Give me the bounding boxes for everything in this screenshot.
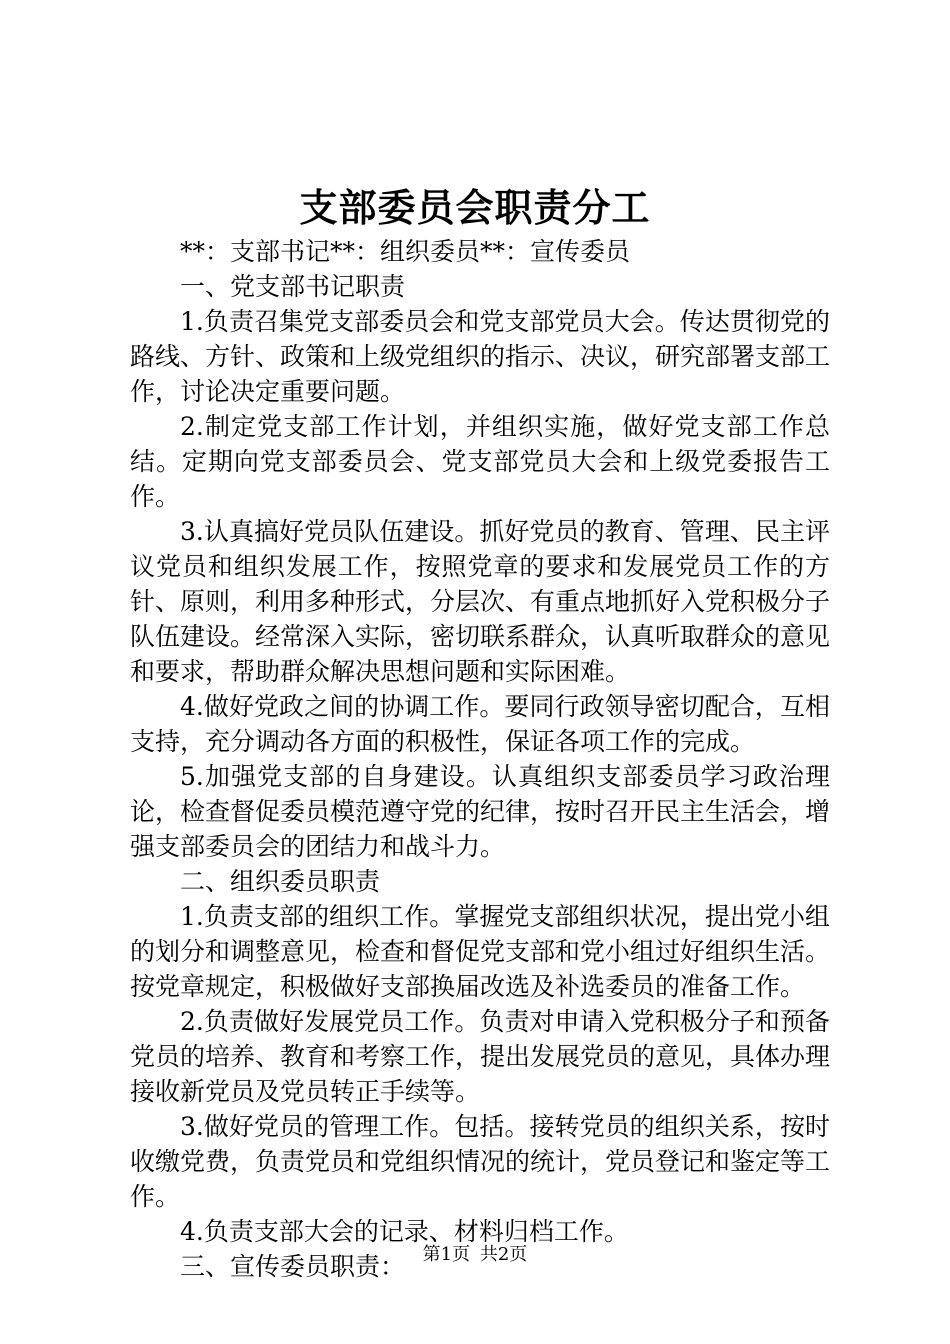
paragraph: 4.做好党政之间的协调工作。要同行政领导密切配合，互相支持，充分调动各方面的积极性，保证各项工作的完成。 <box>130 692 830 756</box>
section-heading-secretary: 一、党支部书记职责 <box>180 272 406 301</box>
page-number: 第1页 <box>422 1244 471 1265</box>
section-heading-organization: 二、组织委员职责 <box>180 867 381 896</box>
paragraph: 3.做好党员的管理工作。包括。接转党员的组织关系，按时收缴党费，负责党员和党组织情况的统计，党员登记和鉴定等工作。 <box>130 1112 831 1211</box>
paragraph: 3.认真搞好党员队伍建设。抓好党员的教育、管理、民主评议党员和组织发展工作，按照党章的要求和发展党员工作的方针、原则，利用多种形式，分层次、有重点地抓好入党积极分子队伍建设。经常深入实际，密切联系群众，认真听取群众的意见和要求，帮助群众解决思想问题和实际困难。 <box>130 517 831 686</box>
paragraph: 5.加强党支部的自身建设。认真组织支部委员学习政治理论，检查督促委员模范遵守党的纪律，按时召开民主生活会，增强支部委员会的团结力和战斗力。 <box>130 762 831 861</box>
document-title: 支部委员会职责分工 <box>299 185 651 230</box>
members-line: **：支部书记**：组织委员**：宣传委员 <box>180 237 631 266</box>
paragraph: 2.制定党支部工作计划，并组织实施，做好党支部工作总结。定期向党支部委员会、党支部党员大会和上级党委报告工作。 <box>130 412 830 511</box>
section-heading-propaganda: 三、宣传委员职责： <box>180 1252 406 1281</box>
document-body <box>130 234 830 1284</box>
paragraph: 1.负责召集党支部委员会和党支部党员大会。传达贯彻党的路线、方针、政策和上级党组织的指示、决议，研究部署支部工作，讨论决定重要问题。 <box>130 307 831 406</box>
page-footer <box>0 1243 950 1267</box>
paragraph: 2.负责做好发展党员工作。负责对申请入党积极分子和预备党员的培养、教育和考察工作，提出发展党员的意见，具体办理接收新党员及党员转正手续等。 <box>130 1007 831 1106</box>
paragraph: 1.负责支部的组织工作。掌握党支部组织状况，提出党小组的划分和调整意见，检查和督促党支部和党小组过好组织生活。按党章规定，积极做好支部换届改选及补选委员的准备工作。 <box>130 902 831 1001</box>
page-total: 共2页 <box>479 1244 528 1265</box>
paragraph: 4.负责支部大会的记录、材料归档工作。 <box>180 1217 629 1246</box>
